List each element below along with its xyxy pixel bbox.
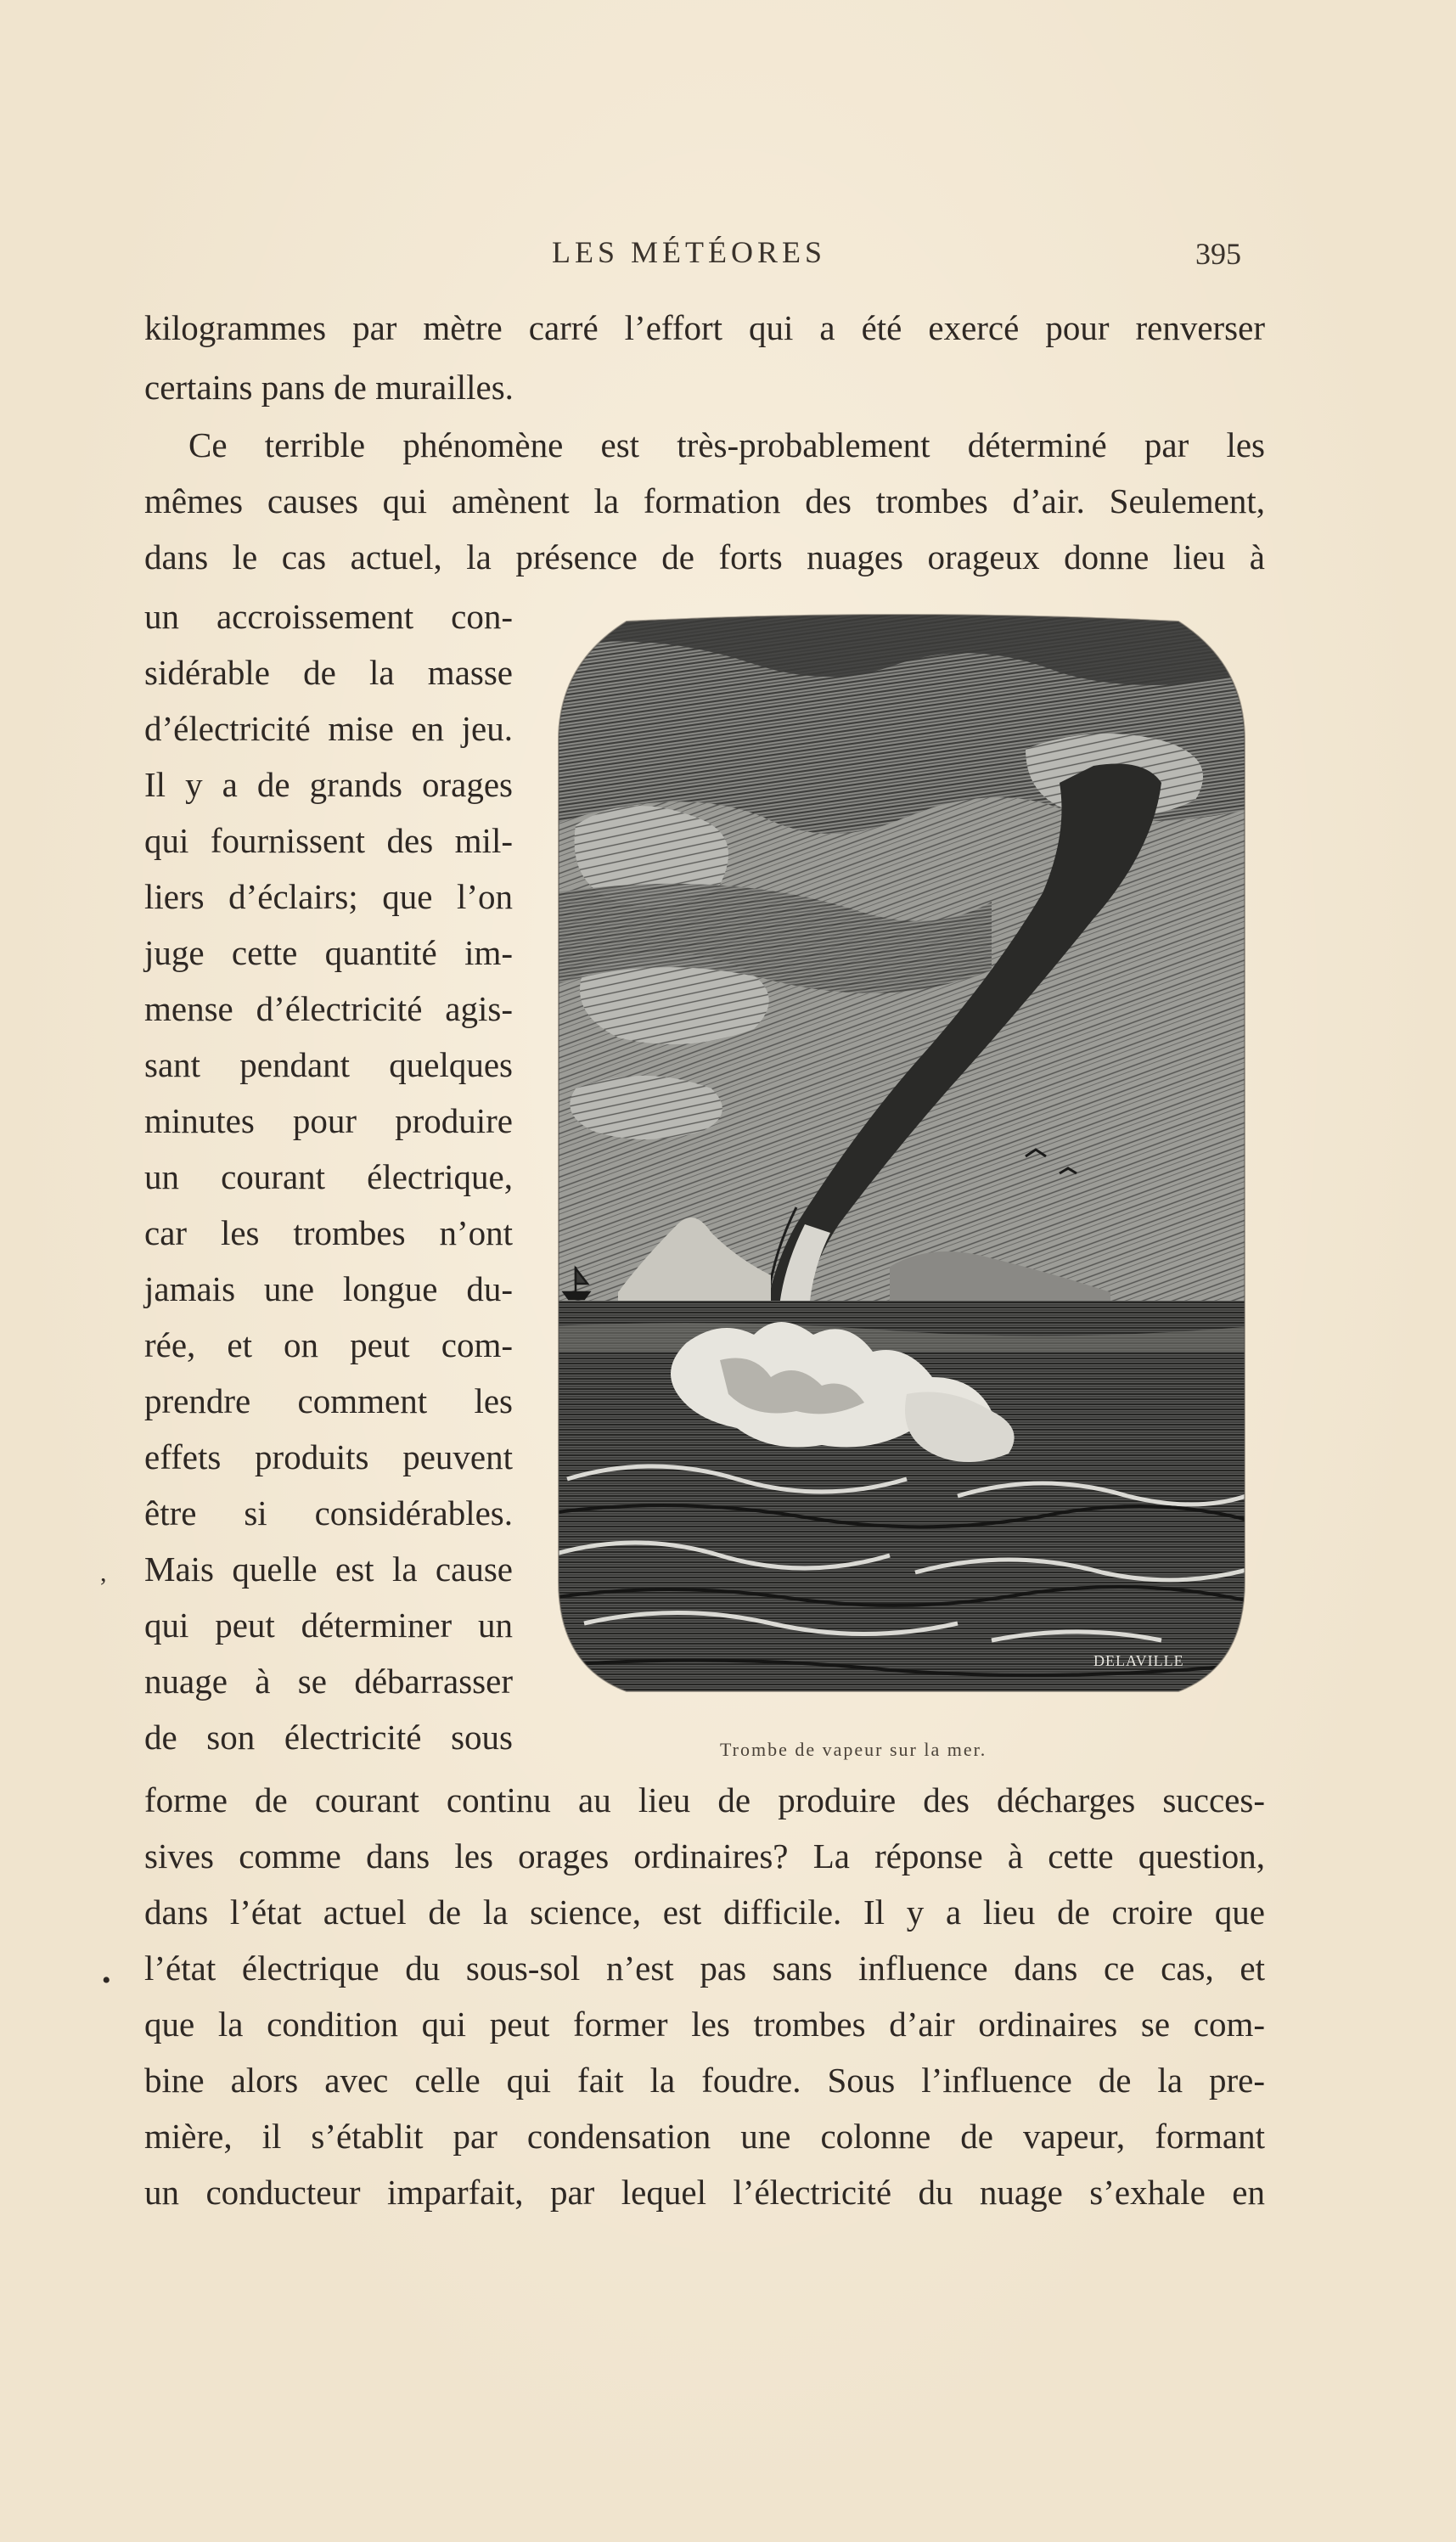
figure-caption: Trombe de vapeur sur la mer. <box>720 1739 987 1760</box>
text-line: rée, et on peut com- <box>144 1325 513 1364</box>
text-line: Mais quelle est la cause <box>144 1549 513 1589</box>
text-line: d’électricité mise en jeu. <box>144 709 513 748</box>
text-line: effets produits peuvent <box>144 1437 513 1476</box>
stray-mark: , <box>100 1559 107 1587</box>
text-line: liers d’éclairs; que l’on <box>144 877 513 916</box>
text-line: qui peut déterminer un <box>144 1606 513 1645</box>
running-title: LES MÉTÉORES <box>552 235 827 269</box>
text-line: car les trombes n’ont <box>144 1213 513 1252</box>
text-line: l’état électrique du sous-sol n’est pas sans influence dans ce cas, et <box>144 1949 1265 1988</box>
text-line: Ce terrible phénomène est très-probablement déterminé par les <box>188 425 1265 464</box>
text-line: sidérable de la masse <box>144 653 513 692</box>
text-line: Il y a de grands orages <box>144 765 513 804</box>
text-line: jamais une longue du- <box>144 1269 513 1308</box>
text-line: un accroissement con- <box>144 597 513 636</box>
text-line: qui fournissent des mil- <box>144 821 513 860</box>
text-line: mêmes causes qui amènent la formation des trombes d’air. Seulement, <box>144 481 1265 520</box>
engraver-signature: DELAVILLE <box>1093 1652 1184 1669</box>
text-line: mière, il s’établit par condensation une colonne de vapeur, formant <box>144 2117 1265 2156</box>
text-line: mense d’électricité agis- <box>144 989 513 1028</box>
text-line: forme de courant continu au lieu de produire des décharges succes- <box>144 1780 1265 1819</box>
waterspout-engraving <box>550 613 1253 1718</box>
text-line: prendre comment les <box>144 1381 513 1420</box>
page-number: 395 <box>1195 237 1241 271</box>
text-line: être si considérables. <box>144 1493 513 1533</box>
text-line: certains pans de murailles. <box>144 368 514 407</box>
text-line: un courant électrique, <box>144 1157 513 1196</box>
text-line: nuage à se débarrasser <box>144 1662 513 1701</box>
text-line: kilogrammes par mètre carré l’effort qui a été exercé pour renverser <box>144 308 1265 347</box>
text-line: juge cette quantité im- <box>144 933 513 972</box>
text-line: sives comme dans les orages ordinaires? La réponse à cette question, <box>144 1836 1265 1876</box>
text-line: bine alors avec celle qui fait la foudre. Sous l’influence de la pre- <box>144 2061 1265 2100</box>
text-line: un conducteur imparfait, par lequel l’électricité du nuage s’exhale en <box>144 2173 1265 2212</box>
running-head <box>0 234 1456 277</box>
text-line: dans l’état actuel de la science, est difficile. Il y a lieu de croire que <box>144 1892 1265 1932</box>
text-line: de son électricité sous <box>144 1718 513 1757</box>
stray-mark: • <box>102 1966 111 1994</box>
text-line: sant pendant quelques <box>144 1045 513 1084</box>
text-line: dans le cas actuel, la présence de forts nuages orageux donne lieu à <box>144 537 1265 576</box>
text-line: minutes pour produire <box>144 1101 513 1140</box>
text-line: que la condition qui peut former les trombes d’air ordinaires se com- <box>144 2005 1265 2044</box>
